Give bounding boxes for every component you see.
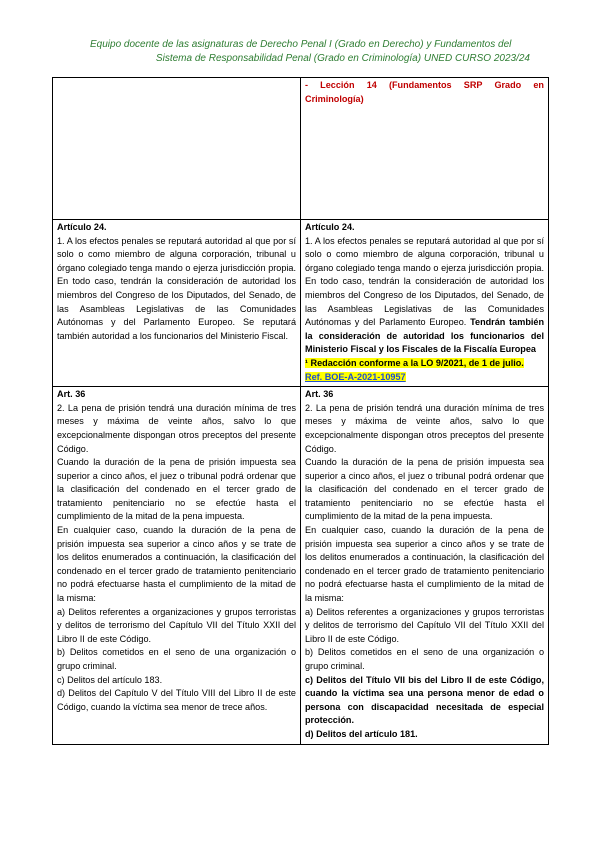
article-text-plain: 1. A los efectos penales se reputará autoridad al que por sí solo o como miembro de alguna corporación, tribunal u órgano colegiado tenga mando o ejerza jurisdicción propia. En todo caso, tendrán la consideración de autoridad los miembros del Congreso de los Diputados, del Senado, de las Asambleas Legislativas de las Comunidades Autónomas y del Parlamento Europeo. xyxy=(305,235,544,328)
table-row xyxy=(53,78,549,220)
header-line-2: Sistema de Responsabilidad Penal (Grado en Criminología) UNED CURSO 2023/24 xyxy=(155,53,530,64)
article-title: Artículo 24. xyxy=(305,222,355,232)
list-item: b) Delitos cometidos en el seno de una organización o grupo criminal. xyxy=(57,647,296,671)
paragraph: 2. La pena de prisión tendrá una duración mínima de tres meses y máxima de veinte años, salvo lo que excepcionalmente dispongan otros preceptos del presente Código. xyxy=(305,402,544,454)
paragraph: En cualquier caso, cuando la duración de la pena de prisión impuesta sea superior a cinco años y se trate de los delitos enumerados a continuación, la clasificación del condenado en el tercer grado de tratamiento penitenciario no podrá efectuarse hasta el cumplimiento de la mitad de la misma: xyxy=(57,525,296,604)
paragraph: Cuando la duración de la pena de prisión impuesta sea superior a cinco años, el juez o tribunal podrá ordenar que la clasificación del condenado en el tercer grado de tratamiento penitenciario no se efectúe hasta el cumplimiento de la mitad de la pena impuesta. xyxy=(305,457,544,522)
article-title: Artículo 24. xyxy=(57,222,107,232)
header-line-1: Equipo docente de las asignaturas de Derecho Penal I (Grado en Derecho) y Fundamentos del xyxy=(90,39,512,50)
paragraph: Cuando la duración de la pena de prisión impuesta sea superior a cinco años, el juez o tribunal podrá ordenar que la clasificación del condenado en el tercer grado de tratamiento penitenciario no se efectúe hasta el cumplimiento de la mitad de la pena impuesta. xyxy=(57,457,296,522)
paragraph: En cualquier caso, cuando la duración de la pena de prisión impuesta sea superior a cinco años y se trate de los delitos enumerados a continuación, la clasificación del condenado en el tercer grado de tratamiento penitenciario no podrá efectuarse hasta el cumplimiento de la mitad de la misma: xyxy=(305,525,544,604)
article-title: Art. 36 xyxy=(305,389,334,400)
amendment-note xyxy=(305,357,544,371)
paragraph: 2. La pena de prisión tendrá una duración mínima de tres meses y máxima de veinte años, salvo lo que excepcionalmente dispongan otros preceptos del presente Código. xyxy=(57,402,296,454)
boe-reference xyxy=(305,371,544,385)
list-item: a) Delitos referentes a organizaciones y grupos terroristas y delitos de terrorismo del Capítulo VII del Título XXII del Libro II de este Código. xyxy=(305,606,544,644)
table-row xyxy=(53,220,549,387)
article-title: Art. 36 xyxy=(57,389,86,400)
lesson-note-cell xyxy=(301,78,549,220)
list-item: c) Delitos del artículo 183. xyxy=(57,674,163,685)
page-header xyxy=(70,38,530,66)
list-item: d) Delitos del artículo 181. xyxy=(305,728,418,739)
article-text: 1. A los efectos penales se reputará autoridad al que por sí solo o como miembro de alguna corporación, tribunal u órgano colegiado tenga mando o ejerza jurisdicción propia. En todo caso, tendrán la consideración de autoridad los miembros del Congreso de los Diputados, del Senado, de las Asambleas Legislativas de las Comunidades Autónomas y del Parlamento Europeo. Se reputará también autoridad a los funcionarios del Ministerio Fiscal. xyxy=(57,235,296,341)
list-item: c) Delitos del Título VII bis del Libro II de este Código, cuando la víctima sea una persona menor de edad o persona con discapacidad necesitada de especial protección. xyxy=(305,674,544,726)
art24-old-cell xyxy=(53,220,301,387)
table-row xyxy=(53,387,549,744)
list-item: b) Delitos cometidos en el seno de una organización o grupo criminal. xyxy=(305,647,544,671)
art24-new-cell xyxy=(301,220,549,387)
article-text-amended: Tendrán también la consideración de autoridad los funcionarios del Ministerio Fiscal y los Fiscales de la Fiscalía Europea xyxy=(305,317,545,355)
list-item: a) Delitos referentes a organizaciones y grupos terroristas y delitos de terrorismo del Capítulo VII del Título XXII del Libro II de este Código. xyxy=(57,606,296,644)
art36-new-cell xyxy=(301,387,549,744)
article-text xyxy=(305,235,544,357)
list-item: d) Delitos del Capítulo V del Título VIII del Libro II de este Código, cuando la víctima sea menor de trece años. xyxy=(57,688,296,712)
lesson-note: - Lección 14 (Fundamentos SRP Grado en Criminología) xyxy=(305,80,544,104)
art36-old-cell xyxy=(53,387,301,744)
empty-cell xyxy=(53,78,301,220)
comparison-table xyxy=(52,77,549,745)
amendment-note-text: ¹ Redacción conforme a la LO 9/2021, de 1 de julio. xyxy=(305,357,524,368)
boe-reference-link[interactable]: Ref. BOE-A-2021-10957 xyxy=(305,371,406,382)
